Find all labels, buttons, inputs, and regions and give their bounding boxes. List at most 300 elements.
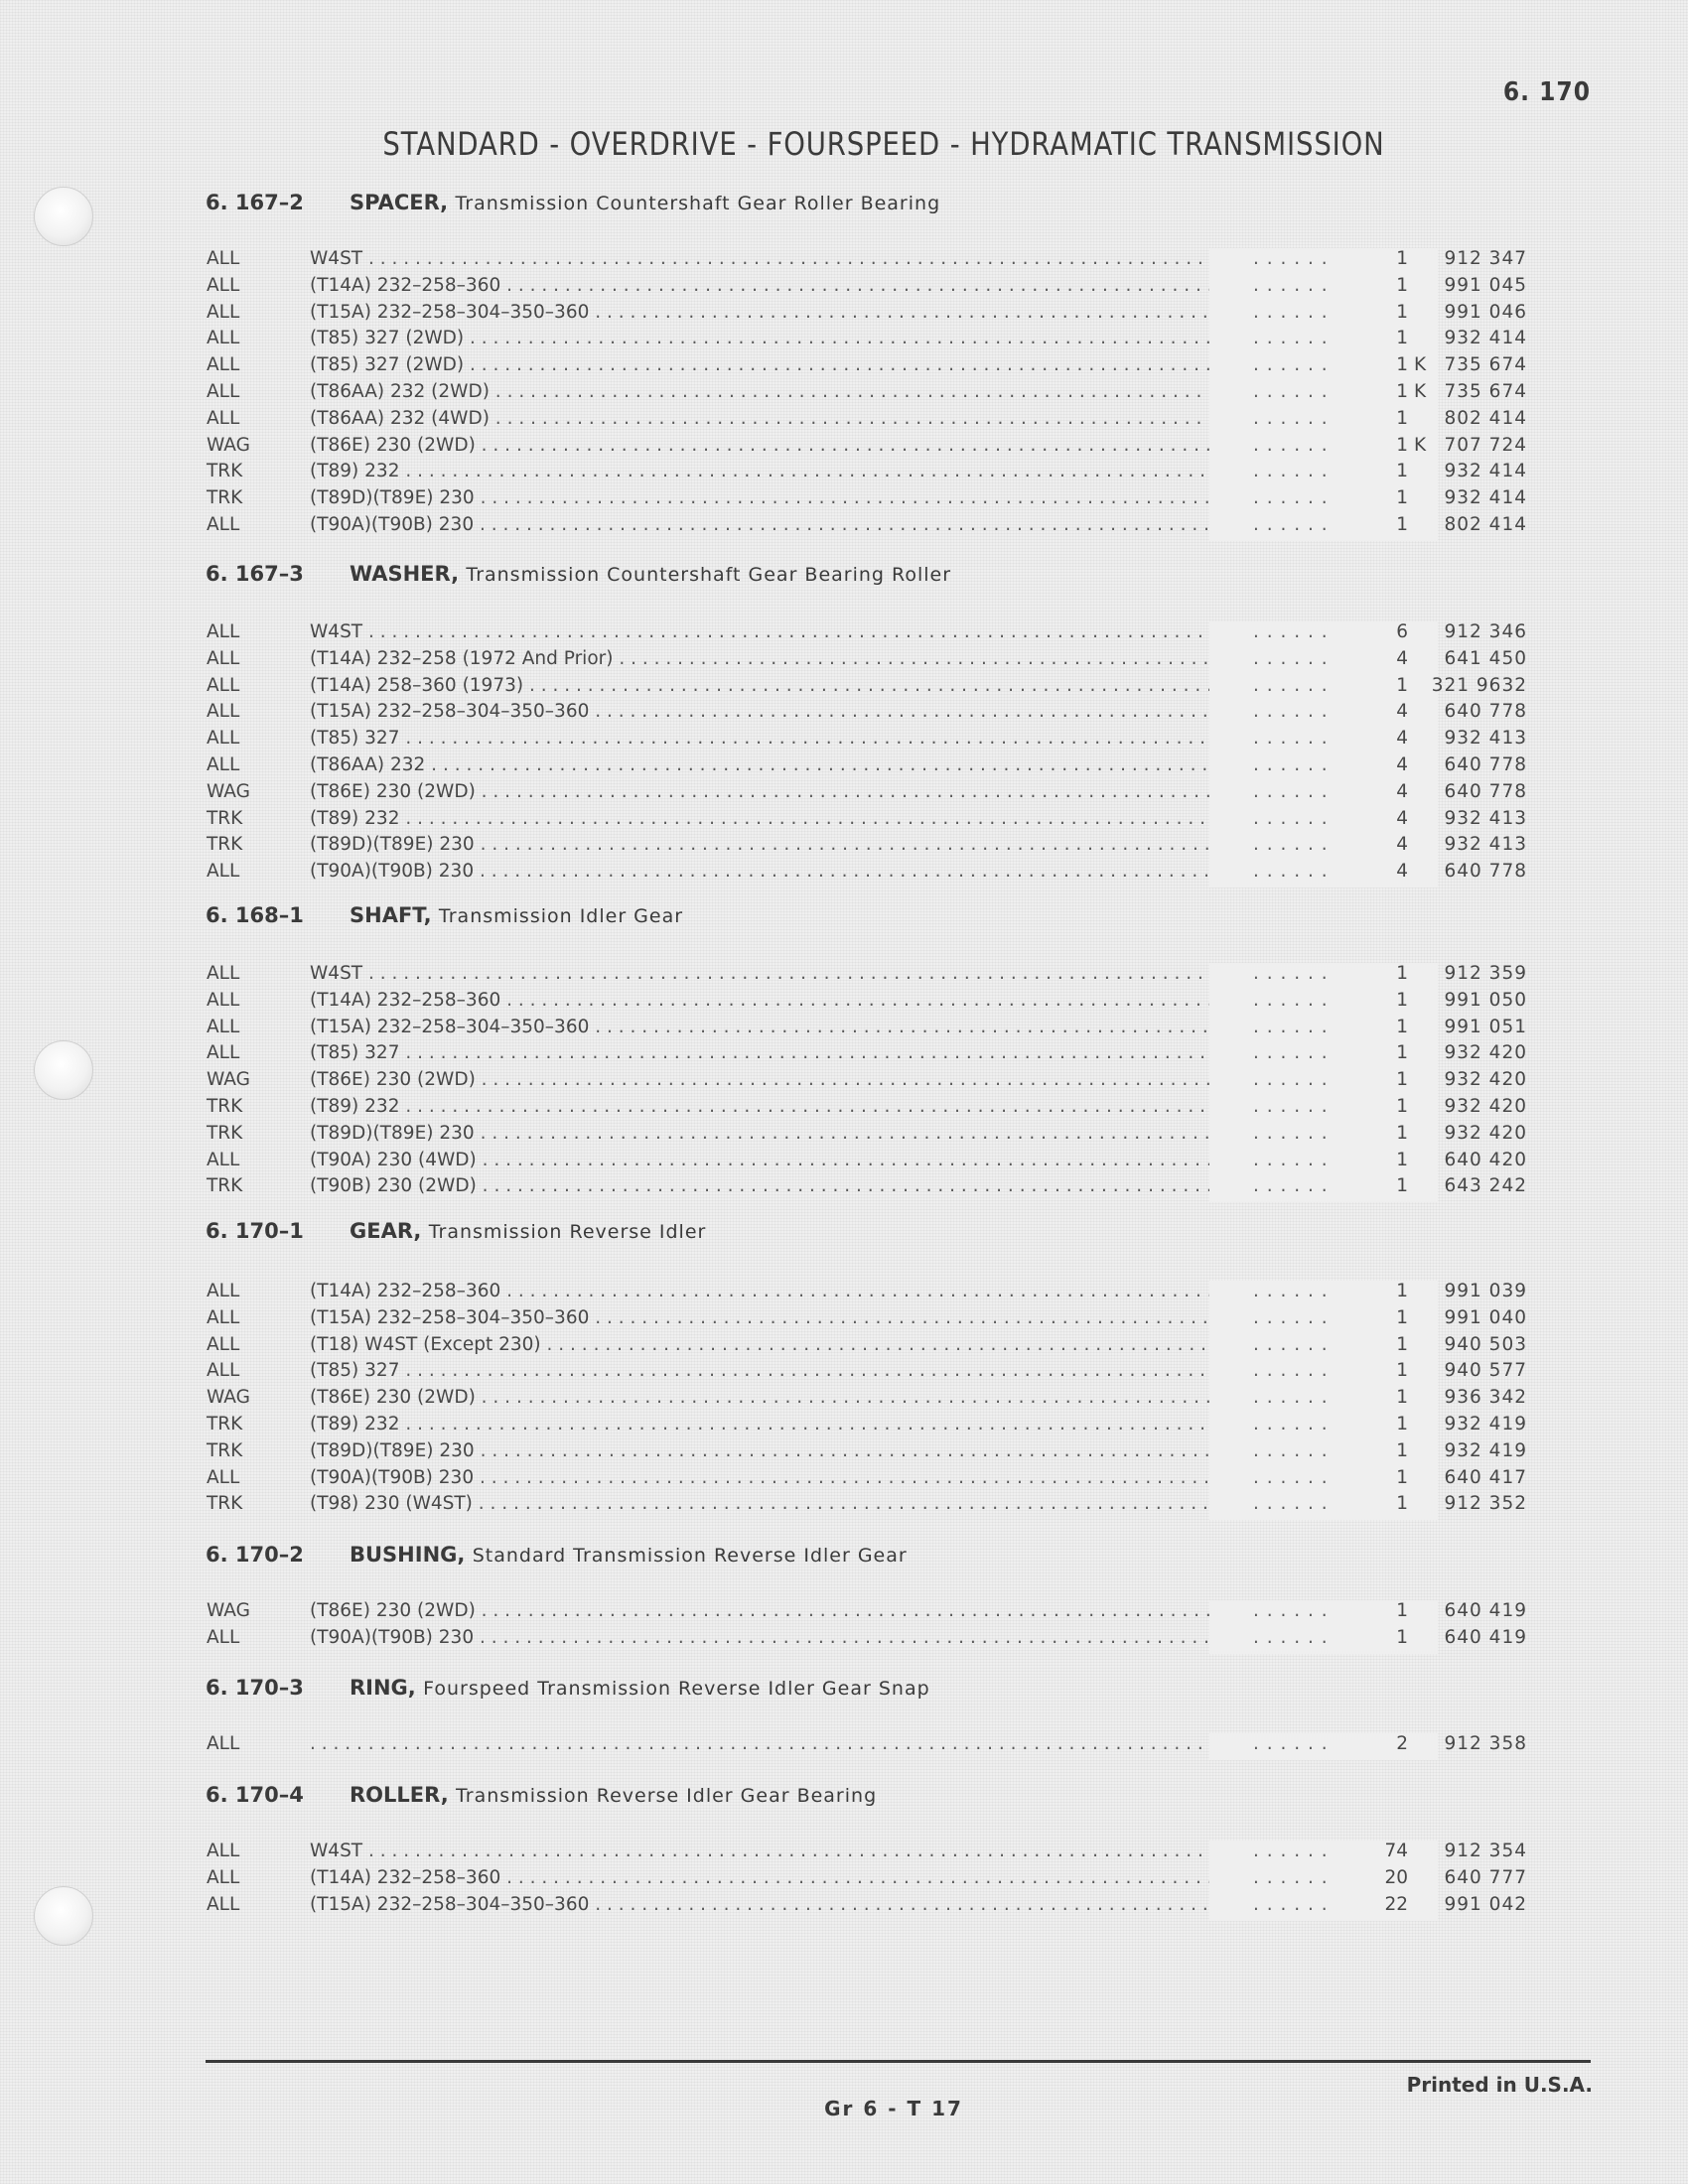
application-description: (T14A) 232–258–360 . . . <box>310 275 1417 296</box>
section-title <box>350 1219 706 1243</box>
application-description: W4ST . . . <box>310 248 1417 269</box>
quantity: 1 <box>1396 328 1408 349</box>
application-description: (T98) 230 (W4ST) . . . <box>310 1493 1417 1514</box>
quantity: 1 <box>1396 434 1408 456</box>
section-number: 6. 167–2 <box>206 191 304 214</box>
footer-page-code: Gr 6 - T 17 <box>824 2097 963 2120</box>
model-code: ALL <box>207 754 240 775</box>
leader-dots: . . . . . . <box>1253 434 1329 456</box>
part-row <box>207 1414 1527 1440</box>
section-number: 6. 170–4 <box>206 1783 304 1807</box>
leader-dots: . . . . . . <box>1253 487 1329 509</box>
leader-dots: . . . . . . <box>1253 1387 1329 1409</box>
quantity: 1 <box>1396 1096 1408 1117</box>
model-code: TRK <box>207 461 243 482</box>
leader-dots: . . . . . . <box>1253 274 1329 296</box>
leader-dots: . . . . . . <box>1253 621 1329 642</box>
quantity: 22 <box>1384 1893 1408 1915</box>
quantity: 1 <box>1396 1306 1408 1328</box>
part-row <box>207 1440 1527 1467</box>
application-description: (T86E) 230 (2WD) . . . <box>310 1600 1417 1621</box>
model-code: ALL <box>207 354 240 376</box>
part-number: 932 413 <box>1444 728 1527 750</box>
part-number: 936 342 <box>1444 1387 1527 1409</box>
part-number: 735 674 <box>1444 381 1527 402</box>
model-code: TRK <box>207 1175 243 1197</box>
leader-dots: . . . . . . <box>1253 754 1329 775</box>
part-number: 912 352 <box>1444 1493 1527 1515</box>
leader-dots: . . . . . . <box>1253 1893 1329 1915</box>
part-row <box>207 808 1527 835</box>
quantity: 1 <box>1396 1360 1408 1382</box>
quantity: 1 <box>1396 1466 1408 1488</box>
part-row <box>207 1334 1527 1361</box>
leader-dots: . . . . . . <box>1253 1149 1329 1170</box>
quantity: 4 <box>1396 861 1408 883</box>
page-title: STANDARD - OVERDRIVE - FOURSPEED - HYDRAMATIC TRANSMISSION <box>382 125 1385 163</box>
model-code: ALL <box>207 248 240 269</box>
application-description: (T14A) 258–360 (1973) . . . <box>310 675 1417 696</box>
application-description: (T14A) 232–258–360 . . . <box>310 990 1417 1011</box>
part-row <box>207 381 1527 408</box>
part-number-prefix: K <box>1414 434 1427 456</box>
part-row <box>207 754 1527 781</box>
quantity: 1 <box>1396 487 1408 509</box>
part-number: 912 354 <box>1444 1841 1527 1861</box>
application-description: (T89D)(T89E) 230 . . . <box>310 834 1417 855</box>
model-code: TRK <box>207 807 243 829</box>
application-description: (T89D)(T89E) 230 . . . <box>310 487 1417 508</box>
model-code: TRK <box>207 1122 243 1144</box>
part-number: 932 414 <box>1444 328 1527 349</box>
part-row <box>207 302 1527 329</box>
part-number: 932 420 <box>1444 1122 1527 1144</box>
quantity: 1 <box>1396 301 1408 323</box>
part-number: 932 420 <box>1444 1096 1527 1117</box>
leader-dots: . . . . . . <box>1253 989 1329 1011</box>
quantity: 1 <box>1396 274 1408 296</box>
printed-in-usa: Printed in U.S.A. <box>1406 2073 1593 2097</box>
section-part-name: SHAFT, <box>350 903 432 927</box>
part-row <box>207 1894 1527 1921</box>
model-code: ALL <box>207 989 240 1011</box>
leader-dots: . . . . . . <box>1253 1122 1329 1144</box>
section-part-description: Transmission Countershaft Gear Roller Bearing <box>455 193 941 214</box>
section-title <box>350 1543 908 1567</box>
model-code: WAG <box>207 1387 250 1409</box>
part-row <box>207 1867 1527 1894</box>
footer-rule <box>206 2060 1591 2063</box>
model-code: ALL <box>207 328 240 349</box>
model-code: ALL <box>207 674 240 696</box>
application-description: (T15A) 232–258–304–350–360 . . . <box>310 1307 1417 1328</box>
application-description: (T85) 327 . . . <box>310 1360 1417 1381</box>
leader-dots: . . . . . . <box>1253 1439 1329 1461</box>
model-code: ALL <box>207 274 240 296</box>
model-code: ALL <box>207 963 240 984</box>
model-code: ALL <box>207 1042 240 1064</box>
model-code: ALL <box>207 1016 240 1037</box>
section-title <box>350 903 683 927</box>
application-description: (T89D)(T89E) 230 . . . <box>310 1440 1417 1461</box>
part-row <box>207 1307 1527 1334</box>
quantity: 4 <box>1396 780 1408 802</box>
section-number: 6. 170–1 <box>206 1219 304 1243</box>
quantity: 1 <box>1396 354 1408 376</box>
model-code: ALL <box>207 621 240 642</box>
quantity: 1 <box>1396 989 1408 1011</box>
section-number: 6. 168–1 <box>206 903 304 927</box>
leader-dots: . . . . . . <box>1253 354 1329 376</box>
part-row <box>207 1387 1527 1414</box>
part-row <box>207 990 1527 1017</box>
part-row <box>207 1733 1527 1760</box>
part-row <box>207 408 1527 435</box>
leader-dots: . . . . . . <box>1253 248 1329 269</box>
section-part-name: BUSHING, <box>350 1543 466 1567</box>
section-number: 6. 170–3 <box>206 1676 304 1700</box>
quantity: 4 <box>1396 728 1408 750</box>
part-number: 912 358 <box>1444 1733 1527 1754</box>
application-description: (T90A)(T90B) 230 . . . <box>310 861 1417 882</box>
application-description: (T90A)(T90B) 230 . . . <box>310 1467 1417 1488</box>
quantity: 4 <box>1396 807 1408 829</box>
part-number: 991 051 <box>1444 1016 1527 1037</box>
model-code: ALL <box>207 514 240 535</box>
model-code: ALL <box>207 1360 240 1382</box>
section-part-name: RING, <box>350 1676 416 1700</box>
model-code: TRK <box>207 834 243 856</box>
part-number: 932 413 <box>1444 834 1527 856</box>
part-number: 991 042 <box>1444 1893 1527 1915</box>
part-row <box>207 487 1527 514</box>
quantity: 4 <box>1396 834 1408 856</box>
leader-dots: . . . . . . <box>1253 1733 1329 1754</box>
section-part-description: Standard Transmission Reverse Idler Gear <box>472 1545 908 1567</box>
leader-dots: . . . . . . <box>1253 1600 1329 1621</box>
part-row <box>207 1841 1527 1867</box>
leader-dots: . . . . . . <box>1253 1466 1329 1488</box>
binder-hole <box>34 187 93 246</box>
application-description: W4ST . . . <box>310 963 1417 984</box>
model-code: ALL <box>207 1281 240 1301</box>
model-code: ALL <box>207 1333 240 1355</box>
leader-dots: . . . . . . <box>1253 1841 1329 1861</box>
part-row <box>207 248 1527 275</box>
leader-dots: . . . . . . <box>1253 647 1329 669</box>
section-part-description: Transmission Idler Gear <box>438 905 684 927</box>
part-number: 932 419 <box>1444 1414 1527 1434</box>
quantity: 1 <box>1396 381 1408 402</box>
leader-dots: . . . . . . <box>1253 674 1329 696</box>
application-description: (T14A) 232–258–360 . . . <box>310 1867 1417 1888</box>
leader-dots: . . . . . . <box>1253 407 1329 429</box>
application-description: (T18) W4ST (Except 230) . . . <box>310 1334 1417 1355</box>
quantity: 1 <box>1396 1175 1408 1197</box>
model-code: ALL <box>207 301 240 323</box>
quantity: 1 <box>1396 1149 1408 1170</box>
leader-dots: . . . . . . <box>1253 328 1329 349</box>
model-code: WAG <box>207 1600 250 1621</box>
leader-dots: . . . . . . <box>1253 1069 1329 1091</box>
quantity: 6 <box>1396 621 1408 642</box>
model-code: ALL <box>207 381 240 402</box>
application-description: (T89D)(T89E) 230 . . . <box>310 1123 1417 1144</box>
leader-dots: . . . . . . <box>1253 1281 1329 1301</box>
application-description: (T90A)(T90B) 230 . . . <box>310 514 1417 535</box>
leader-dots: . . . . . . <box>1253 514 1329 535</box>
application-description: (T89) 232 . . . <box>310 1414 1417 1434</box>
part-number: 640 777 <box>1444 1866 1527 1888</box>
part-number: 932 413 <box>1444 807 1527 829</box>
part-row <box>207 354 1527 381</box>
quantity: 1 <box>1396 674 1408 696</box>
leader-dots: . . . . . . <box>1253 834 1329 856</box>
binder-hole <box>34 1886 93 1946</box>
part-number: 643 242 <box>1444 1175 1527 1197</box>
part-row <box>207 1175 1527 1202</box>
application-description: (T89) 232 . . . <box>310 808 1417 829</box>
part-number: 991 040 <box>1444 1306 1527 1328</box>
leader-dots: . . . . . . <box>1253 1360 1329 1382</box>
part-row <box>207 648 1527 675</box>
model-code: ALL <box>207 1733 240 1754</box>
model-code: ALL <box>207 1149 240 1170</box>
quantity: 4 <box>1396 754 1408 775</box>
quantity: 2 <box>1396 1733 1408 1754</box>
part-row <box>207 328 1527 354</box>
application-description: (T89) 232 . . . <box>310 461 1417 481</box>
application-description: (T86E) 230 (2WD) . . . <box>310 1069 1417 1090</box>
quantity: 1 <box>1396 963 1408 984</box>
section-part-description: Transmission Reverse Idler Gear Bearing <box>455 1785 878 1807</box>
part-row <box>207 1123 1527 1150</box>
application-description: (T86E) 230 (2WD) . . . <box>310 435 1417 456</box>
section-part-name: WASHER, <box>350 562 460 586</box>
section-title <box>350 1783 877 1807</box>
section-part-description: Fourspeed Transmission Reverse Idler Gear Snap <box>423 1678 930 1700</box>
section-part-name: GEAR, <box>350 1219 422 1243</box>
quantity: 1 <box>1396 1626 1408 1648</box>
part-number: 640 778 <box>1444 754 1527 775</box>
leader-dots: . . . . . . <box>1253 701 1329 723</box>
part-number: 640 417 <box>1444 1466 1527 1488</box>
leader-dots: . . . . . . <box>1253 1175 1329 1197</box>
application-description: (T15A) 232–258–304–350–360 . . . <box>310 1894 1417 1915</box>
model-code: ALL <box>207 1466 240 1488</box>
part-number: 640 778 <box>1444 861 1527 883</box>
part-number: 912 347 <box>1444 248 1527 269</box>
quantity: 1 <box>1396 1016 1408 1037</box>
quantity: 1 <box>1396 461 1408 482</box>
leader-dots: . . . . . . <box>1253 1493 1329 1515</box>
model-code: ALL <box>207 861 240 883</box>
part-number-prefix: K <box>1414 381 1427 402</box>
quantity: 1 <box>1396 1414 1408 1434</box>
quantity: 1 <box>1396 514 1408 535</box>
model-code: ALL <box>207 647 240 669</box>
leader-dots: . . . . . . <box>1253 461 1329 482</box>
quantity: 1 <box>1396 1333 1408 1355</box>
application-description: (T86AA) 232 . . . <box>310 754 1417 775</box>
application-description: W4ST . . . <box>310 621 1417 642</box>
model-code: TRK <box>207 1493 243 1515</box>
part-number: 640 420 <box>1444 1149 1527 1170</box>
section-part-name: SPACER, <box>350 191 449 214</box>
quantity: 1 <box>1396 1439 1408 1461</box>
part-row <box>207 514 1527 541</box>
application-description: (T15A) 232–258–304–350–360 . . . <box>310 302 1417 323</box>
application-description: (T15A) 232–258–304–350–360 . . . <box>310 1017 1417 1037</box>
part-row <box>207 1281 1527 1307</box>
model-code: TRK <box>207 1096 243 1117</box>
section-part-description: Transmission Countershaft Gear Bearing Roller <box>466 564 952 586</box>
application-description: (T85) 327 (2WD) . . . <box>310 354 1417 375</box>
application-description: (T90A) 230 (4WD) . . . <box>310 1150 1417 1170</box>
model-code: TRK <box>207 1414 243 1434</box>
section-title <box>350 1676 930 1700</box>
quantity: 1 <box>1396 1122 1408 1144</box>
part-number: 707 724 <box>1444 434 1527 456</box>
part-row <box>207 1360 1527 1387</box>
section-title <box>350 562 951 586</box>
part-number: 640 419 <box>1444 1600 1527 1621</box>
part-number: 912 346 <box>1444 621 1527 642</box>
part-number: 735 674 <box>1444 354 1527 376</box>
leader-dots: . . . . . . <box>1253 1016 1329 1037</box>
leader-dots: . . . . . . <box>1253 807 1329 829</box>
leader-dots: . . . . . . <box>1253 963 1329 984</box>
model-code: ALL <box>207 728 240 750</box>
part-row <box>207 701 1527 728</box>
part-row <box>207 1493 1527 1520</box>
model-code: WAG <box>207 780 250 802</box>
part-row <box>207 435 1527 462</box>
application-description: (T86E) 230 (2WD) . . . <box>310 1387 1417 1408</box>
leader-dots: . . . . . . <box>1253 780 1329 802</box>
part-row <box>207 728 1527 754</box>
leader-dots: . . . . . . <box>1253 1042 1329 1064</box>
quantity: 20 <box>1384 1866 1408 1888</box>
part-row <box>207 781 1527 808</box>
section-number: 6. 170–2 <box>206 1543 304 1567</box>
section-part-description: Transmission Reverse Idler <box>428 1221 707 1243</box>
leader-dots: . . . . . . <box>1253 861 1329 883</box>
leader-dots: . . . . . . <box>1253 1333 1329 1355</box>
application-description: W4ST . . . <box>310 1841 1417 1861</box>
part-number: 991 039 <box>1444 1281 1527 1301</box>
part-number: 321 9632 <box>1431 674 1527 696</box>
quantity: 1 <box>1396 1600 1408 1621</box>
application-description: (T85) 327 . . . <box>310 728 1417 749</box>
quantity: 1 <box>1396 248 1408 269</box>
part-number: 991 046 <box>1444 301 1527 323</box>
part-row <box>207 621 1527 648</box>
part-row <box>207 675 1527 702</box>
part-number: 932 420 <box>1444 1042 1527 1064</box>
quantity: 1 <box>1396 407 1408 429</box>
part-row <box>207 1467 1527 1494</box>
part-number: 640 778 <box>1444 780 1527 802</box>
part-row <box>207 1069 1527 1096</box>
leader-dots: . . . . . . <box>1253 1306 1329 1328</box>
application-description: (T86E) 230 (2WD) . . . <box>310 781 1417 802</box>
part-number: 991 045 <box>1444 274 1527 296</box>
model-code: TRK <box>207 1439 243 1461</box>
part-row <box>207 834 1527 861</box>
part-number: 640 419 <box>1444 1626 1527 1648</box>
application-description: (T15A) 232–258–304–350–360 . . . <box>310 701 1417 722</box>
application-description: (T85) 327 . . . <box>310 1042 1417 1063</box>
part-number: 991 050 <box>1444 989 1527 1011</box>
part-row <box>207 1096 1527 1123</box>
part-number: 802 414 <box>1444 407 1527 429</box>
part-row <box>207 963 1527 990</box>
part-number: 940 577 <box>1444 1360 1527 1382</box>
leader-dots: . . . . . . <box>1253 1096 1329 1117</box>
model-code: ALL <box>207 1893 240 1915</box>
quantity: 4 <box>1396 701 1408 723</box>
section-number: 6. 167–3 <box>206 562 304 586</box>
binder-hole <box>34 1040 93 1100</box>
quantity: 1 <box>1396 1387 1408 1409</box>
part-number: 912 359 <box>1444 963 1527 984</box>
model-code: ALL <box>207 1866 240 1888</box>
part-number: 932 419 <box>1444 1439 1527 1461</box>
application-description: (T14A) 232–258–360 . . . <box>310 1281 1417 1301</box>
model-code: WAG <box>207 434 250 456</box>
model-code: ALL <box>207 701 240 723</box>
part-row <box>207 461 1527 487</box>
quantity: 1 <box>1396 1493 1408 1515</box>
application-description: (T86AA) 232 (4WD) . . . <box>310 408 1417 429</box>
model-code: WAG <box>207 1069 250 1091</box>
leader-dots: . . . . . . <box>1253 1414 1329 1434</box>
part-number-prefix: K <box>1414 354 1427 376</box>
part-number: 932 414 <box>1444 487 1527 509</box>
model-code: TRK <box>207 487 243 509</box>
model-code: ALL <box>207 407 240 429</box>
part-row <box>207 1017 1527 1043</box>
part-row <box>207 1627 1527 1654</box>
quantity: 1 <box>1396 1069 1408 1091</box>
part-number: 802 414 <box>1444 514 1527 535</box>
model-code: ALL <box>207 1306 240 1328</box>
quantity: 1 <box>1396 1042 1408 1064</box>
section-part-name: ROLLER, <box>350 1783 449 1807</box>
leader-dots: . . . . . . <box>1253 301 1329 323</box>
part-row <box>207 1600 1527 1627</box>
part-row <box>207 1150 1527 1176</box>
part-number: 940 503 <box>1444 1333 1527 1355</box>
leader-dots: . . . . . . <box>1253 728 1329 750</box>
section-title <box>350 191 940 214</box>
application-description: (T90B) 230 (2WD) . . . <box>310 1175 1417 1196</box>
quantity: 4 <box>1396 647 1408 669</box>
model-code: ALL <box>207 1841 240 1861</box>
application-description: (T90A)(T90B) 230 . . . <box>310 1627 1417 1648</box>
model-code: ALL <box>207 1626 240 1648</box>
part-row <box>207 1042 1527 1069</box>
quantity: 74 <box>1384 1841 1408 1861</box>
application-description: (T89) 232 . . . <box>310 1096 1417 1117</box>
part-row <box>207 861 1527 887</box>
leader-dots: . . . . . . <box>1253 381 1329 402</box>
part-number: 640 778 <box>1444 701 1527 723</box>
application-description: (T14A) 232–258 (1972 And Prior) . . . <box>310 648 1417 669</box>
part-row <box>207 275 1527 302</box>
part-number: 932 414 <box>1444 461 1527 482</box>
